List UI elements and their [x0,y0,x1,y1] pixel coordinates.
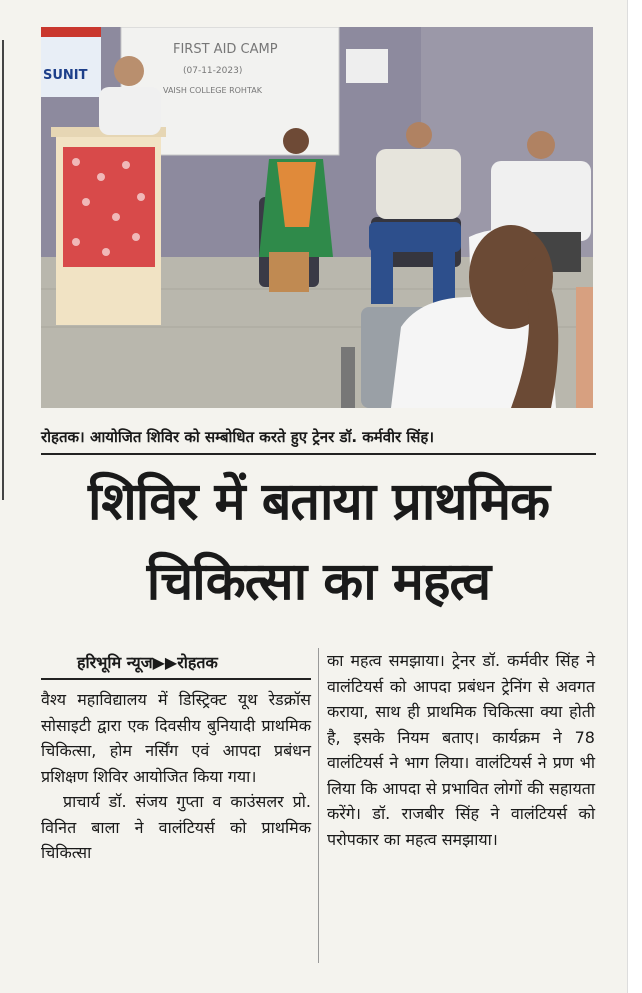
headline-line-2: चिकित्सा का महत्व [146,552,491,612]
article-paragraph: का महत्व समझाया। ट्रेनर डॉ. कर्मवीर सिंह ने वालंटियर्स को आपदा प्रबंधन ट्रेनिंग से अवगत कराया, साथ ही प्राथमिक चिकित्सा क्या होती है, इसके नियम बताए। कार्यक्रम ने 78 वालंटियर्स ने भाग लिया। वालंटियर्स ने प्रण भी लिया कि आपदा से प्रभावित लोगों की सहायता करेंगे। डॉ. राजबीर सिंह ने वालंटियर्स को परोपकार का महत्व समझाया। [327,651,595,849]
byline [77,651,218,673]
photo-caption: रोहतक। आयोजित शिविर को सम्बोधित करते हुए ट्रेनर डॉ. कर्मवीर सिंह। [41,428,435,446]
page-edge-left [0,40,10,500]
byline-place: रोहतक [177,653,218,672]
board-line-2: (07-11-2023) [183,66,243,76]
article-column-right [327,648,595,852]
board-line-1: FIRST AID CAMP [173,42,278,57]
column-divider [318,648,319,963]
article-paragraph: प्राचार्य डॉ. संजय गुप्ता व काउंसलर प्रो. विनित बाला ने वालंटियर्स को प्राथमिक चिकित्सा [41,792,311,862]
caption-divider [41,453,596,455]
byline-divider [41,678,311,680]
headline [36,462,601,622]
headline-line-1: शिविर में बताया प्राथमिक [87,472,550,532]
article-column-left [41,687,311,866]
play-arrows-icon: ▶▶ [152,653,178,672]
page-edge-right [627,0,642,993]
news-photo [41,27,593,408]
article-paragraph: वैश्य महाविद्यालय में डिस्ट्रिक्ट यूथ रेडक्रॉस सोसाइटी द्वारा एक दिवसीय बुनियादी प्राथमिक चिकित्सा, होम नर्सिंग एवं आपदा प्रबंधन प्रशिक्षण शिविर आयोजित किया गया। [41,690,311,786]
banner-text: SUNIT [43,68,88,83]
board-line-3: VAISH COLLEGE ROHTAK [163,86,262,95]
byline-source: हरिभूमि न्यूज [77,653,153,672]
